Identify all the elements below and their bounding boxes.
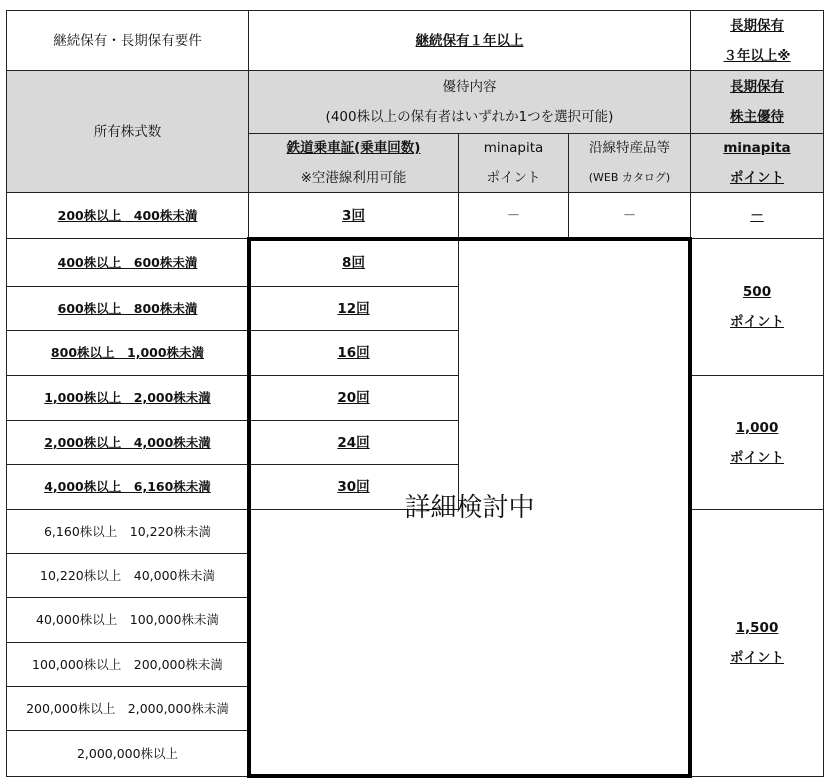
- minapita-label: minapita: [483, 140, 544, 156]
- benefit-note: (400株以上の保有者はいずれか1つを選択可能): [325, 109, 614, 125]
- lt-minapita-label: minapita: [723, 140, 791, 156]
- shares-row-cell: [6, 730, 249, 777]
- lt-points-label: ポイント: [730, 170, 784, 186]
- shares-range: 800株以上 1,000株未満: [50, 345, 205, 360]
- lt-label-1: 長期保有: [730, 79, 784, 95]
- long-term-label: 長期保有: [730, 17, 784, 34]
- requirement-label-cell: [6, 10, 249, 71]
- rail-pass-header: [248, 133, 459, 193]
- rides-count: 3回: [342, 207, 365, 224]
- points-unit: ポイント: [730, 650, 784, 666]
- row-200-local: [568, 192, 691, 239]
- local-products-header: [568, 133, 691, 193]
- dash: －: [506, 207, 521, 224]
- lt-minapita-header: [690, 133, 824, 193]
- row-200-shares: [6, 192, 249, 239]
- shares-range: 6,160株以上 10,220株未満: [43, 523, 212, 539]
- rides-count: 8回: [342, 254, 365, 271]
- shares-row-cell: [6, 375, 249, 421]
- dash: －: [622, 207, 637, 224]
- shares-row-cell: [6, 286, 249, 331]
- rides-count: 16回: [337, 345, 370, 361]
- minapita-header: [458, 133, 569, 193]
- benefit-title: 優待内容: [442, 79, 497, 95]
- rides-count: 30回: [337, 479, 370, 495]
- continuous-holding-cell: [248, 10, 691, 71]
- shares-row-cell: [6, 553, 249, 598]
- points-value: 1,500: [735, 620, 779, 636]
- shares-range: 10,220株以上 40,000株未満: [40, 567, 215, 583]
- shares-label-cell: [6, 70, 249, 193]
- shares-range: 40,000株以上 100,000株未満: [36, 612, 219, 627]
- rides-count: 24回: [337, 434, 370, 451]
- rides-count: 12回: [337, 300, 370, 317]
- requirement-label: 継続保有・長期保有要件: [53, 32, 202, 49]
- dash: －: [750, 207, 764, 224]
- long-term-benefit-cell: [690, 70, 824, 134]
- shares-range: 2,000株以上 4,000株未満: [44, 434, 211, 450]
- row-200-minapita: [458, 192, 569, 239]
- points-1500: [690, 509, 824, 777]
- lt-label-2: 株主優待: [730, 109, 784, 125]
- shares-range: 200株以上 400株未満: [57, 207, 198, 223]
- shares-range: 2,000,000株以上: [76, 745, 179, 761]
- minapita-points-label: ポイント: [486, 170, 541, 186]
- long-term-years: ３年以上※: [723, 47, 791, 64]
- under-review-text: 詳細検討中: [404, 492, 535, 523]
- points-1000: [690, 375, 824, 510]
- rides-count: 20回: [337, 390, 370, 406]
- shares-row-cell: [6, 238, 249, 287]
- long-term-cell: [690, 10, 824, 71]
- benefit-title-cell: [248, 70, 691, 134]
- shares-range: 200,000株以上 2,000,000株未満: [26, 700, 229, 716]
- shares-range: 600株以上 800株未満: [57, 300, 198, 316]
- shares-row-cell: [6, 420, 249, 465]
- rail-pass-label: 鉄道乗車証(乗車回数): [286, 140, 421, 156]
- local-products-label: 沿線特産品等: [589, 140, 670, 156]
- points-value: 500: [742, 284, 772, 300]
- shares-row-cell: [6, 509, 249, 554]
- points-value: 1,000: [735, 419, 779, 436]
- rail-pass-note: ※空港線利用可能: [300, 170, 407, 186]
- points-unit: ポイント: [730, 314, 784, 330]
- web-catalog-label: (WEB カタログ): [588, 171, 671, 184]
- shares-range: 1,000株以上 2,000株未満: [44, 390, 211, 405]
- shares-range: 100,000株以上 200,000株未満: [32, 656, 223, 672]
- points-500: [690, 238, 824, 376]
- shares-range: 400株以上 600株未満: [57, 254, 198, 270]
- shares-row-cell: [6, 642, 249, 687]
- row-200-rides: [248, 192, 459, 239]
- under-review-cell: [248, 238, 691, 777]
- shares-label: 所有株式数: [93, 123, 162, 140]
- points-unit: ポイント: [730, 449, 784, 466]
- row-200-long: [690, 192, 824, 239]
- continuous-holding-label: 継続保有１年以上: [415, 32, 524, 49]
- shares-range: 4,000株以上 6,160株未満: [44, 479, 211, 494]
- shares-row-cell: [6, 330, 249, 376]
- shares-row-cell: [6, 597, 249, 643]
- shares-row-cell: [6, 686, 249, 731]
- shares-row-cell: [6, 464, 249, 510]
